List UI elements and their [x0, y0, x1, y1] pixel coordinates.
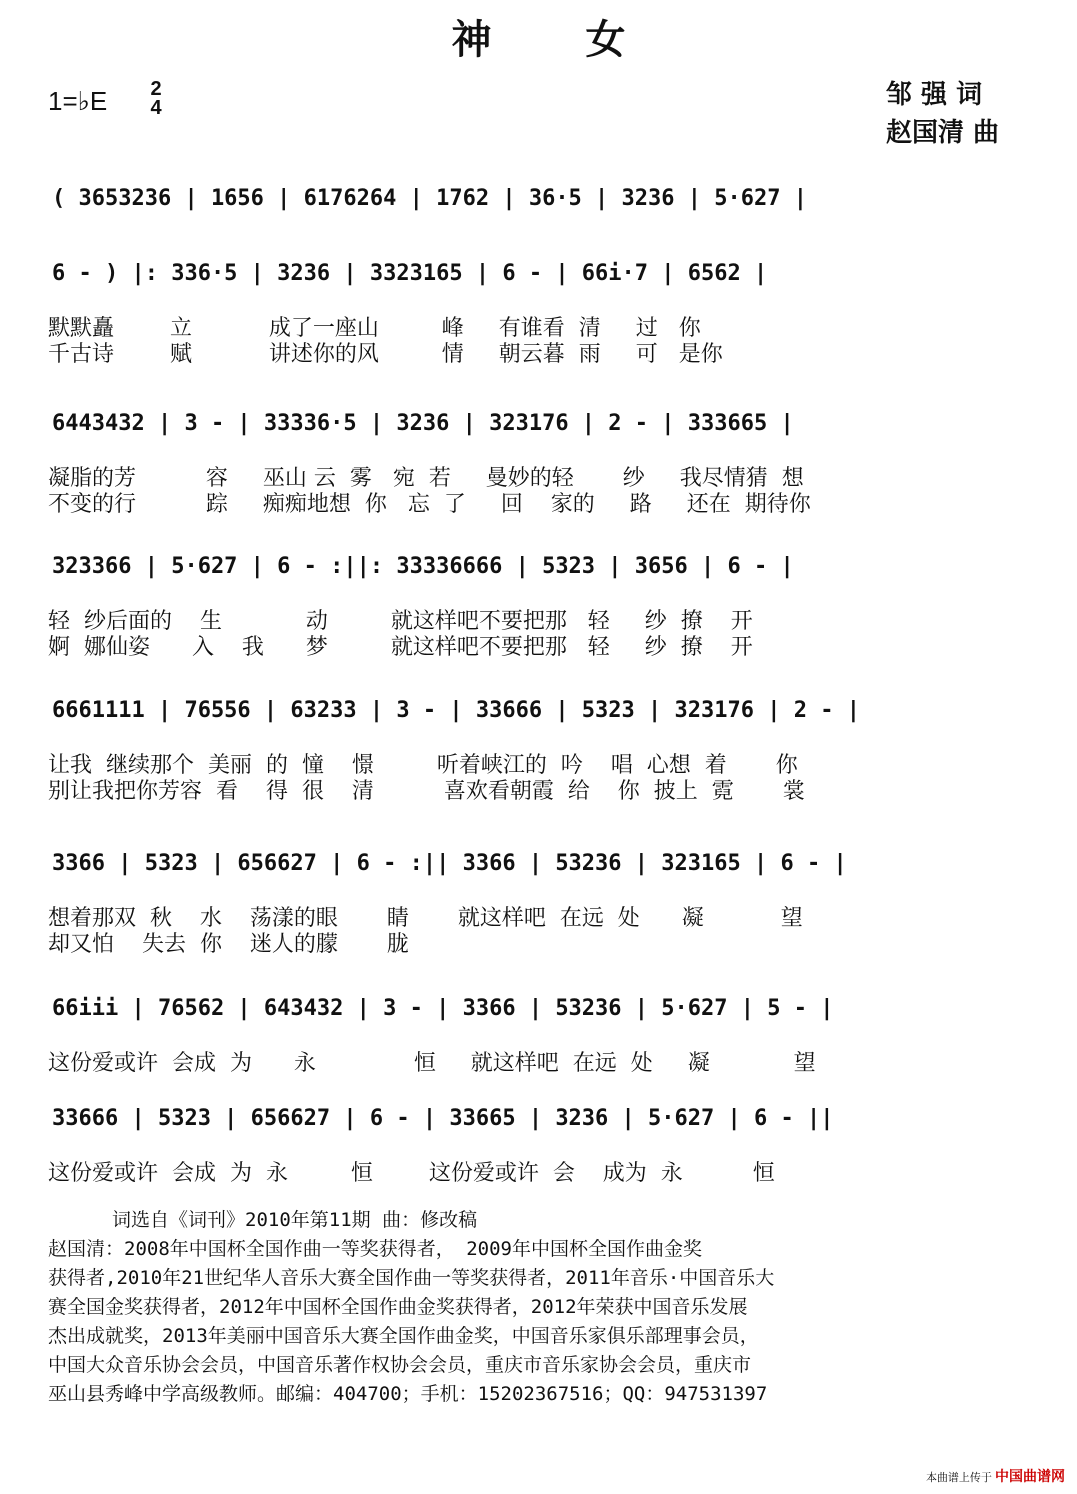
lyric-verse-2: 却又怕 失去 你 迷人的朦 胧	[48, 932, 409, 957]
lyric-verse-2: 别让我把你芳容 看 得 很 清 喜欢看朝霞 给 你 披上 霓 裳	[48, 779, 805, 804]
bio-line: 中国大众音乐协会会员，中国音乐著作权协会会员，重庆市音乐家协会会员，重庆市	[48, 1354, 752, 1376]
site-logo: 中国曲谱网	[995, 1468, 1065, 1484]
meter-top: 2	[150, 78, 162, 100]
notation-line	[0, 548, 1077, 592]
lyric-verse-1: 想着那双 秋 水 荡漾的眼 睛 就这样吧 在远 处 凝 望	[48, 906, 803, 931]
bio-line: 赵国清：2008年中国杯全国作曲一等奖获得者， 2009年中国杯全国作曲金奖	[48, 1238, 702, 1260]
notation-text: 323366 | 5·627 | 6 - :||: 33336666 | 5323 | 3656 | 6 - |	[52, 554, 794, 579]
bio-line: 巫山县秀峰中学高级教师。邮编：404700；手机：15202367516；QQ：947531397	[48, 1383, 768, 1405]
meter-bottom: 4	[150, 97, 162, 119]
notation-text: 6661111 | 76556 | 63233 | 3 - | 33666 | 5323 | 323176 | 2 - |	[52, 698, 860, 723]
source-note: 词选自《词刊》2010年第11期 曲：修改稿	[112, 1209, 478, 1231]
notation-line	[0, 692, 1077, 736]
lyric-verse-1: 轻 纱后面的 生 动 就这样吧不要把那 轻 纱 撩 开	[48, 609, 753, 634]
bio-line: 获得者,2010年21世纪华人音乐大赛全国作曲一等奖获得者，2011年音乐·中国音乐大	[48, 1267, 775, 1289]
notation-text: 6 - ) |: 336·5 | 3236 | 3323165 | 6 - | 66i·7 | 6562 |	[52, 261, 768, 286]
notation-text: 33666 | 5323 | 656627 | 6 - | 33665 | 3236 | 5·627 | 6 - ||	[52, 1106, 834, 1131]
song-title: 神 女	[451, 16, 666, 63]
bio-line: 杰出成就奖，2013年美丽中国音乐大赛全国作曲金奖，中国音乐家俱乐部理事会员，	[48, 1325, 759, 1347]
footer-notes	[48, 1206, 1033, 1409]
lyric-verse-2: 千古诗 赋 讲述你的风 情 朝云暮 雨 可 是你	[48, 342, 723, 367]
notation-text: 6443432 | 3 - | 33336·5 | 3236 | 323176 | 2 - | 333665 |	[52, 411, 794, 436]
upload-credit	[926, 1466, 1065, 1486]
lyricist-credit: 邹 强 词	[886, 80, 983, 110]
lyric-verse-1: 默默矗 立 成了一座山 峰 有谁看 清 过 你	[48, 316, 701, 341]
notation-line	[0, 405, 1077, 449]
notation-line	[0, 180, 1077, 224]
notation-line	[0, 845, 1077, 889]
time-signature	[146, 80, 166, 118]
lyric-verse-1: 这份爱或许 会成 为 永 恒 这份爱或许 会 成为 永 恒	[48, 1161, 775, 1186]
notation-text: ( 3653236 | 1656 | 6176264 | 1762 | 36·5 | 3236 | 5·627 |	[52, 186, 807, 211]
bio-line: 赛全国金奖获得者，2012年中国杯全国作曲金奖获得者，2012年荣获中国音乐发展	[48, 1296, 748, 1318]
lyric-verse-1: 这份爱或许 会成 为 永 恒 就这样吧 在远 处 凝 望	[48, 1051, 816, 1076]
notation-line	[0, 255, 1077, 299]
notation-line	[0, 990, 1077, 1034]
notation-text: 3366 | 5323 | 656627 | 6 - :|| 3366 | 53236 | 323165 | 6 - |	[52, 851, 847, 876]
notation-line	[0, 1100, 1077, 1144]
lyric-verse-1: 让我 继续那个 美丽 的 憧 憬 听着峡江的 吟 唱 心想 着 你	[48, 753, 798, 778]
notation-text: 66iii | 76562 | 643432 | 3 - | 3366 | 53236 | 5·627 | 5 - |	[52, 996, 834, 1021]
lyric-verse-2: 婀 娜仙姿 入 我 梦 就这样吧不要把那 轻 纱 撩 开	[48, 635, 753, 660]
key-signature: 1=♭E	[48, 86, 108, 116]
upload-prefix: 本曲谱上传于	[925, 1472, 992, 1484]
lyric-verse-1: 凝脂的芳 容 巫山 云 雾 宛 若 曼妙的轻 纱 我尽情猜 想	[48, 466, 804, 491]
lyric-verse-2: 不变的行 踪 痴痴地想 你 忘 了 回 家的 路 还在 期待你	[48, 492, 811, 517]
composer-credit: 赵国清 曲	[886, 118, 1000, 148]
